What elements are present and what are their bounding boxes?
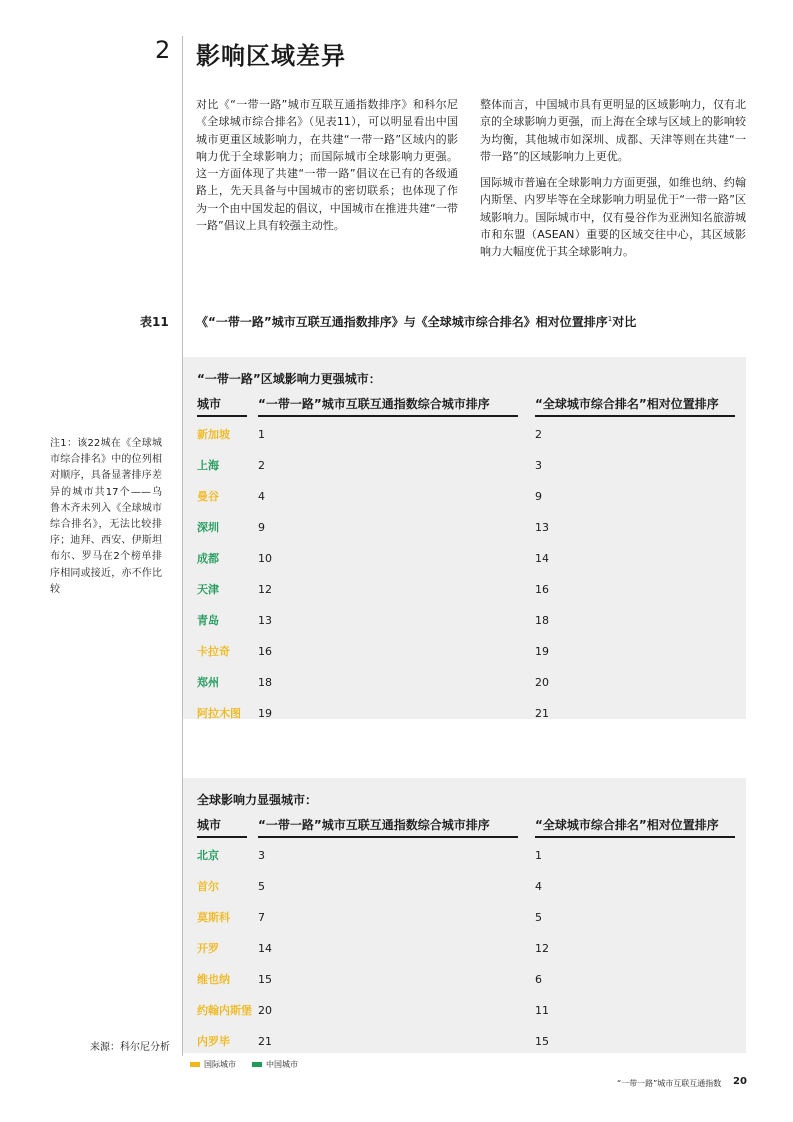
city-name: 青岛 bbox=[197, 614, 219, 627]
panel-regional-stronger bbox=[183, 357, 746, 719]
global-rank: 2 bbox=[535, 428, 542, 441]
table-row bbox=[183, 880, 746, 911]
city-name: 上海 bbox=[197, 459, 219, 472]
global-rank: 5 bbox=[535, 911, 542, 924]
global-rank: 11 bbox=[535, 1004, 549, 1017]
bri-rank: 19 bbox=[258, 707, 272, 720]
table-caption-footnote-mark: 1 bbox=[607, 315, 613, 323]
table-row bbox=[183, 552, 746, 583]
bri-rank: 20 bbox=[258, 1004, 272, 1017]
global-rank: 13 bbox=[535, 521, 549, 534]
panel-global-stronger bbox=[183, 778, 746, 1053]
col-header-global-rank: “全球城市综合排名”相对位置排序 bbox=[535, 818, 719, 832]
section-title: 影响区域差异 bbox=[196, 42, 346, 70]
section-number: 2 bbox=[155, 36, 171, 64]
table-row bbox=[183, 521, 746, 552]
table-row bbox=[183, 614, 746, 645]
city-name: 天津 bbox=[197, 583, 219, 596]
city-name: 维也纳 bbox=[197, 973, 230, 986]
table-caption bbox=[196, 313, 636, 330]
bri-rank: 12 bbox=[258, 583, 272, 596]
bri-rank: 10 bbox=[258, 552, 272, 565]
table-row bbox=[183, 911, 746, 942]
city-name: 新加坡 bbox=[197, 428, 230, 441]
city-name: 郑州 bbox=[197, 676, 219, 689]
table-caption-end: 对比 bbox=[612, 315, 637, 329]
table-source: 来源：科尔尼分析 bbox=[90, 1042, 170, 1053]
table-row bbox=[183, 676, 746, 707]
table-row bbox=[183, 849, 746, 880]
body-paragraph-3: 国际城市普遍在全球影响力方面更强，如维也纳、约翰内斯堡、内罗毕等在全球影响力明显优于“一带一路”区域影响力。国际城市中，仅有曼谷作为亚洲知名旅游城市和东盟（ASEAN）重要的区域交往中心，其区域影响力大幅度优于其全球影响力。 bbox=[480, 176, 746, 259]
global-rank: 15 bbox=[535, 1035, 549, 1048]
table-label: 表11 bbox=[140, 315, 169, 329]
bri-rank: 2 bbox=[258, 459, 265, 472]
bri-rank: 3 bbox=[258, 849, 265, 862]
panel-title: “一带一路”区域影响力更强城市： bbox=[197, 372, 381, 386]
body-paragraph-2: 整体而言，中国城市具有更明显的区域影响力，仅有北京的全球影响力更强，而上海在全球与区域上的影响较为均衡，其他城市如深圳、成都、天津等则在共建“一带一路”的区域影响力上更优。 bbox=[480, 98, 746, 163]
col-header-bri-rank: “一带一路”城市互联互通指数综合城市排序 bbox=[258, 397, 490, 411]
bri-rank: 5 bbox=[258, 880, 265, 893]
city-name: 莫斯科 bbox=[197, 911, 230, 924]
bri-rank: 7 bbox=[258, 911, 265, 924]
bri-rank: 18 bbox=[258, 676, 272, 689]
table-row bbox=[183, 583, 746, 614]
legend bbox=[190, 1059, 298, 1070]
table-note: 注1：该22城在《全球城市综合排名》中的位列相对顺序，具备显著排序差异的城市共17个——乌鲁木齐未列入《全球城市综合排名》，无法比较排序；迪拜、西安、伊斯坦布尔、罗马在2个榜单排序相同或接近，亦不作比较 bbox=[50, 438, 162, 595]
col-header-city: 城市 bbox=[197, 397, 222, 411]
city-name: 约翰内斯堡 bbox=[197, 1004, 252, 1017]
global-rank: 9 bbox=[535, 490, 542, 503]
header-rule bbox=[197, 836, 247, 838]
city-name: 首尔 bbox=[197, 880, 219, 893]
header-rule bbox=[258, 836, 518, 838]
global-rank: 21 bbox=[535, 707, 549, 720]
bri-rank: 1 bbox=[258, 428, 265, 441]
city-name: 深圳 bbox=[197, 521, 219, 534]
city-name: 卡拉奇 bbox=[197, 645, 230, 658]
global-rank: 18 bbox=[535, 614, 549, 627]
city-name: 内罗毕 bbox=[197, 1035, 230, 1048]
bri-rank: 9 bbox=[258, 521, 265, 534]
bri-rank: 13 bbox=[258, 614, 272, 627]
header-rule bbox=[197, 415, 247, 417]
global-rank: 12 bbox=[535, 942, 549, 955]
legend-label-cn: 中国城市 bbox=[266, 1060, 298, 1069]
col-header-bri-rank: “一带一路”城市互联互通指数综合城市排序 bbox=[258, 818, 490, 832]
legend-label-intl: 国际城市 bbox=[204, 1060, 236, 1069]
global-rank: 19 bbox=[535, 645, 549, 658]
city-name: 北京 bbox=[197, 849, 219, 862]
col-header-global-rank: “全球城市综合排名”相对位置排序 bbox=[535, 397, 719, 411]
table-caption-text: 《“一带一路”城市互联互通指数排序》与《全球城市综合排名》相对位置排序 bbox=[196, 315, 608, 329]
table-row bbox=[183, 942, 746, 973]
table-row bbox=[183, 645, 746, 676]
bri-rank: 16 bbox=[258, 645, 272, 658]
body-paragraph-1: 对比《“一带一路”城市互联互通指数排序》和科尔尼《全球城市综合排名》（见表11），可以明显看出中国城市更重区域影响力，在共建“一带一路”区域内的影响力优于全球影响力；而国际城市全球影响力更强。这一方面体现了共建“一带一路”倡议在已有的各级通路上，先天具备与中国城市的密切联系；也体现了作为一个由中国发起的倡议，中国城市在推进共建“一带一路”倡议上具有较强主动性。 bbox=[196, 98, 458, 233]
global-rank: 14 bbox=[535, 552, 549, 565]
header-rule bbox=[535, 415, 735, 417]
header-rule bbox=[535, 836, 735, 838]
table-row bbox=[183, 707, 746, 738]
bri-rank: 14 bbox=[258, 942, 272, 955]
global-rank: 20 bbox=[535, 676, 549, 689]
panel-title: 全球影响力显强城市： bbox=[197, 793, 318, 807]
global-rank: 4 bbox=[535, 880, 542, 893]
table-row bbox=[183, 973, 746, 1004]
header-rule bbox=[258, 415, 518, 417]
city-name: 曼谷 bbox=[197, 490, 219, 503]
table-row bbox=[183, 428, 746, 459]
bri-rank: 21 bbox=[258, 1035, 272, 1048]
global-rank: 6 bbox=[535, 973, 542, 986]
page-number: 20 bbox=[733, 1076, 747, 1087]
global-rank: 16 bbox=[535, 583, 549, 596]
col-header-city: 城市 bbox=[197, 818, 222, 832]
footer-title: “一带一路”城市互联互通指数 bbox=[617, 1079, 722, 1088]
legend-swatch-intl bbox=[190, 1062, 200, 1067]
city-name: 成都 bbox=[197, 552, 219, 565]
table-row bbox=[183, 1004, 746, 1035]
bri-rank: 15 bbox=[258, 973, 272, 986]
city-name: 开罗 bbox=[197, 942, 219, 955]
global-rank: 3 bbox=[535, 459, 542, 472]
global-rank: 1 bbox=[535, 849, 542, 862]
table-row bbox=[183, 490, 746, 521]
city-name: 阿拉木图 bbox=[197, 707, 241, 720]
bri-rank: 4 bbox=[258, 490, 265, 503]
legend-swatch-cn bbox=[252, 1062, 262, 1067]
table-row bbox=[183, 459, 746, 490]
